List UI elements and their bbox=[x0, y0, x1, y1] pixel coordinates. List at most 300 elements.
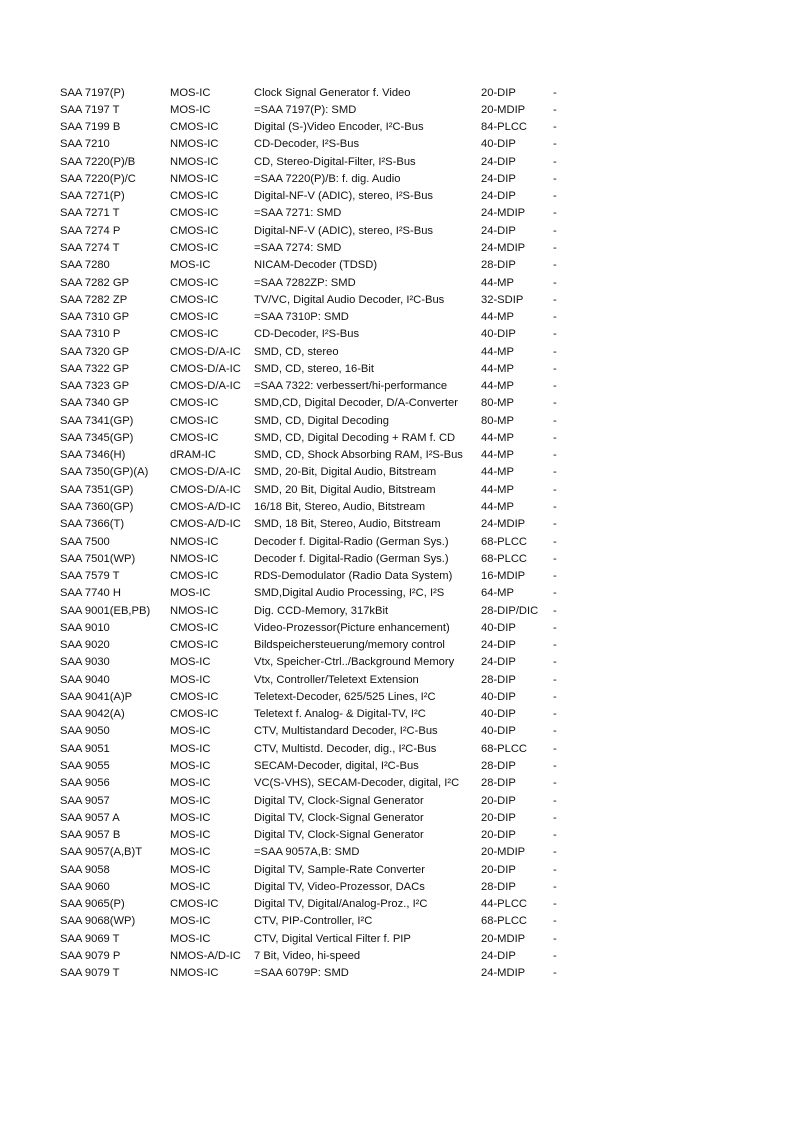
note: - bbox=[553, 811, 557, 824]
table-row bbox=[60, 671, 580, 688]
part-number: SAA 7500 bbox=[60, 535, 110, 548]
table-row bbox=[60, 809, 580, 826]
note: - bbox=[553, 207, 557, 220]
description: CTV, PIP-Controller, I²C bbox=[254, 915, 373, 928]
part-number: SAA 9057 A bbox=[60, 811, 120, 824]
table-row bbox=[60, 360, 580, 377]
ic-type: CMOS-IC bbox=[170, 224, 219, 237]
ic-type: NMOS-IC bbox=[170, 535, 219, 548]
ic-type: MOS-IC bbox=[170, 759, 211, 772]
table-row bbox=[60, 239, 580, 256]
part-number: SAA 7282 GP bbox=[60, 276, 130, 289]
package: 24-DIP bbox=[481, 656, 516, 669]
description: Vtx, Speicher-Ctrl../Background Memory bbox=[254, 656, 455, 669]
table-row bbox=[60, 947, 580, 964]
package: 44-MP bbox=[481, 362, 514, 375]
ic-type: CMOS-IC bbox=[170, 414, 219, 427]
table-row bbox=[60, 878, 580, 895]
description: =SAA 7274: SMD bbox=[254, 242, 342, 255]
part-number: SAA 7271(P) bbox=[60, 190, 125, 203]
table-row bbox=[60, 844, 580, 861]
package: 44-MP bbox=[481, 311, 514, 324]
package: 64-MP bbox=[481, 587, 514, 600]
package: 40-DIP bbox=[481, 138, 516, 151]
note: - bbox=[553, 846, 557, 859]
note: - bbox=[553, 431, 557, 444]
note: - bbox=[553, 759, 557, 772]
note: - bbox=[553, 915, 557, 928]
note: - bbox=[553, 362, 557, 375]
table-row bbox=[60, 567, 580, 584]
table-row bbox=[60, 792, 580, 809]
note: - bbox=[553, 604, 557, 617]
description: =SAA 7282ZP: SMD bbox=[254, 276, 356, 289]
description: Digital (S-)Video Encoder, I²C-Bus bbox=[254, 121, 424, 134]
package: 28-DIP bbox=[481, 259, 516, 272]
note: - bbox=[553, 414, 557, 427]
package: 28-DIP bbox=[481, 880, 516, 893]
note: - bbox=[553, 863, 557, 876]
part-number: SAA 9079 P bbox=[60, 949, 121, 962]
package: 68-PLCC bbox=[481, 552, 528, 565]
part-number: SAA 7322 GP bbox=[60, 362, 130, 375]
table-row bbox=[60, 533, 580, 550]
table-row bbox=[60, 740, 580, 757]
package: 44-MP bbox=[481, 501, 514, 513]
ic-type: CMOS-IC bbox=[170, 397, 219, 410]
part-number: SAA 7310 GP bbox=[60, 311, 130, 324]
note: - bbox=[553, 742, 557, 755]
description: RDS-Demodulator (Radio Data System) bbox=[254, 570, 453, 583]
ic-type: CMOS-D/A-IC bbox=[170, 345, 241, 358]
ic-type: MOS-IC bbox=[170, 587, 211, 600]
package: 40-DIP bbox=[481, 708, 516, 721]
part-number: SAA 7345(GP) bbox=[60, 431, 134, 444]
table-row bbox=[60, 119, 580, 136]
note: - bbox=[553, 656, 557, 669]
package: 44-MP bbox=[481, 380, 514, 393]
table-row bbox=[60, 291, 580, 308]
description: SMD,Digital Audio Processing, I²C, I²S bbox=[254, 587, 445, 600]
table-row bbox=[60, 464, 580, 481]
table-row bbox=[60, 257, 580, 274]
part-number: SAA 7271 T bbox=[60, 207, 120, 220]
description: =SAA 7220(P)/B: f. dig. Audio bbox=[254, 172, 401, 185]
table-row bbox=[60, 861, 580, 878]
package: 84-PLCC bbox=[481, 121, 528, 134]
part-number: SAA 7274 P bbox=[60, 224, 121, 237]
note: - bbox=[553, 829, 557, 842]
description: Digital TV, Clock-Signal Generator bbox=[254, 794, 424, 807]
package: 44-MP bbox=[481, 466, 514, 479]
ic-type: MOS-IC bbox=[170, 915, 211, 928]
part-number: SAA 7199 B bbox=[60, 121, 121, 134]
ic-type: MOS-IC bbox=[170, 259, 211, 272]
note: - bbox=[553, 949, 557, 962]
ic-type: CMOS-IC bbox=[170, 293, 219, 306]
ic-type: CMOS-IC bbox=[170, 276, 219, 289]
package: 24-MDIP bbox=[481, 967, 526, 980]
description: SMD, CD, stereo, 16-Bit bbox=[254, 362, 374, 375]
note: - bbox=[553, 190, 557, 203]
part-number: SAA 7274 T bbox=[60, 242, 120, 255]
package: 28-DIP bbox=[481, 673, 516, 686]
package: 68-PLCC bbox=[481, 742, 528, 755]
package: 24-MDIP bbox=[481, 242, 526, 255]
package: 44-MP bbox=[481, 431, 514, 444]
ic-type: MOS-IC bbox=[170, 932, 211, 945]
part-number: SAA 9040 bbox=[60, 673, 110, 686]
note: - bbox=[553, 293, 557, 306]
note: - bbox=[553, 794, 557, 807]
ic-type: MOS-IC bbox=[170, 829, 211, 842]
note: - bbox=[553, 880, 557, 893]
part-number: SAA 9065(P) bbox=[60, 898, 125, 911]
ic-type: CMOS-IC bbox=[170, 207, 219, 220]
table-row bbox=[60, 395, 580, 412]
description: TV/VC, Digital Audio Decoder, I²C-Bus bbox=[254, 293, 445, 306]
table-row bbox=[60, 481, 580, 498]
description: =SAA 7197(P): SMD bbox=[254, 103, 357, 116]
note: - bbox=[553, 345, 557, 358]
ic-type: CMOS-IC bbox=[170, 639, 219, 652]
package: 44-MP bbox=[481, 449, 514, 462]
part-number: SAA 9079 T bbox=[60, 967, 120, 980]
description: VC(S-VHS), SECAM-Decoder, digital, I²C bbox=[254, 777, 460, 790]
description: SMD, CD, Digital Decoding + RAM f. CD bbox=[254, 431, 456, 444]
description: SECAM-Decoder, digital, I²C-Bus bbox=[254, 759, 419, 772]
part-number: SAA 7579 T bbox=[60, 570, 120, 583]
note: - bbox=[553, 172, 557, 185]
note: - bbox=[553, 483, 557, 496]
note: - bbox=[553, 535, 557, 548]
note: - bbox=[553, 242, 557, 255]
part-number: SAA 7366(T) bbox=[60, 518, 125, 531]
ic-type: CMOS-IC bbox=[170, 242, 219, 255]
part-number: SAA 9057 B bbox=[60, 829, 121, 842]
note: - bbox=[553, 328, 557, 341]
ic-type: CMOS-IC bbox=[170, 431, 219, 444]
note: - bbox=[553, 121, 557, 134]
description: SMD,CD, Digital Decoder, D/A-Converter bbox=[254, 397, 458, 410]
ic-type: CMOS-IC bbox=[170, 621, 219, 634]
ic-type: NMOS-IC bbox=[170, 604, 219, 617]
table-row bbox=[60, 826, 580, 843]
package: 28-DIP/DIC bbox=[481, 604, 539, 617]
package: 20-DIP bbox=[481, 86, 516, 99]
table-row bbox=[60, 447, 580, 464]
table-row bbox=[60, 913, 580, 930]
package: 28-DIP bbox=[481, 777, 516, 790]
part-number: SAA 9051 bbox=[60, 742, 110, 755]
table-row bbox=[60, 965, 580, 982]
ic-type: dRAM-IC bbox=[170, 449, 216, 462]
note: - bbox=[553, 103, 557, 116]
ic-type: MOS-IC bbox=[170, 863, 211, 876]
description: CTV, Digital Vertical Filter f. PIP bbox=[254, 932, 411, 945]
table-row bbox=[60, 222, 580, 239]
description: CTV, Multistd. Decoder, dig., I²C-Bus bbox=[254, 742, 437, 755]
description: Digital TV, Digital/Analog-Proz., I²C bbox=[254, 898, 428, 911]
table-row bbox=[60, 188, 580, 205]
package: 68-PLCC bbox=[481, 915, 528, 928]
ic-type: MOS-IC bbox=[170, 846, 211, 859]
part-number: SAA 7282 ZP bbox=[60, 293, 128, 306]
note: - bbox=[553, 725, 557, 738]
component-table bbox=[60, 84, 580, 982]
table-row bbox=[60, 343, 580, 360]
part-number: SAA 7310 P bbox=[60, 328, 121, 341]
ic-type: CMOS-IC bbox=[170, 121, 219, 134]
note: - bbox=[553, 967, 557, 980]
table-row bbox=[60, 378, 580, 395]
part-number: SAA 9041(A)P bbox=[60, 690, 133, 703]
description: SMD, 20 Bit, Digital Audio, Bitstream bbox=[254, 483, 436, 496]
part-number: SAA 7320 GP bbox=[60, 345, 130, 358]
note: - bbox=[553, 86, 557, 99]
description: 7 Bit, Video, hi-speed bbox=[254, 949, 361, 962]
package: 20-MDIP bbox=[481, 846, 526, 859]
description: Teletext-Decoder, 625/525 Lines, I²C bbox=[254, 690, 436, 703]
ic-type: CMOS-IC bbox=[170, 190, 219, 203]
part-number: SAA 9030 bbox=[60, 656, 110, 669]
ic-type: CMOS-IC bbox=[170, 311, 219, 324]
part-number: SAA 7210 bbox=[60, 138, 110, 151]
table-row bbox=[60, 498, 580, 515]
part-number: SAA 7197(P) bbox=[60, 86, 125, 99]
table-row bbox=[60, 723, 580, 740]
ic-type: MOS-IC bbox=[170, 656, 211, 669]
ic-type: NMOS-IC bbox=[170, 172, 219, 185]
table-row bbox=[60, 619, 580, 636]
ic-type: CMOS-IC bbox=[170, 570, 219, 583]
part-number: SAA 9020 bbox=[60, 639, 110, 652]
package: 16-MDIP bbox=[481, 570, 526, 583]
table-row bbox=[60, 895, 580, 912]
description: CD-Decoder, I²S-Bus bbox=[254, 138, 360, 151]
ic-type: NMOS-IC bbox=[170, 967, 219, 980]
description: CTV, Multistandard Decoder, I²C-Bus bbox=[254, 725, 438, 738]
table-row bbox=[60, 170, 580, 187]
description: =SAA 7322: verbessert/hi-performance bbox=[254, 380, 448, 393]
part-number: SAA 7740 H bbox=[60, 587, 121, 600]
package: 24-DIP bbox=[481, 190, 516, 203]
ic-type: MOS-IC bbox=[170, 811, 211, 824]
ic-type: CMOS-A/D-IC bbox=[170, 518, 241, 531]
ic-type: MOS-IC bbox=[170, 880, 211, 893]
package: 80-MP bbox=[481, 414, 514, 427]
description: SMD, CD, stereo bbox=[254, 345, 339, 358]
note: - bbox=[553, 466, 557, 479]
note: - bbox=[553, 932, 557, 945]
package: 28-DIP bbox=[481, 759, 516, 772]
table-row bbox=[60, 637, 580, 654]
package: 44-MP bbox=[481, 276, 514, 289]
package: 68-PLCC bbox=[481, 535, 528, 548]
ic-type: CMOS-D/A-IC bbox=[170, 483, 241, 496]
part-number: SAA 7220(P)/B bbox=[60, 155, 136, 168]
table-row bbox=[60, 654, 580, 671]
description: CD, Stereo-Digital-Filter, I²S-Bus bbox=[254, 155, 416, 168]
description: =SAA 6079P: SMD bbox=[254, 967, 349, 980]
description: SMD, 18 Bit, Stereo, Audio, Bitstream bbox=[254, 518, 441, 531]
description: =SAA 7310P: SMD bbox=[254, 311, 349, 324]
ic-type: CMOS-IC bbox=[170, 898, 219, 911]
part-number: SAA 9055 bbox=[60, 759, 110, 772]
table-row bbox=[60, 757, 580, 774]
description: SMD, 20-Bit, Digital Audio, Bitstream bbox=[254, 466, 437, 479]
table-row bbox=[60, 101, 580, 118]
ic-type: MOS-IC bbox=[170, 103, 211, 116]
part-number: SAA 9058 bbox=[60, 863, 110, 876]
note: - bbox=[553, 224, 557, 237]
table-row bbox=[60, 516, 580, 533]
description: Digital TV, Sample-Rate Converter bbox=[254, 863, 425, 876]
note: - bbox=[553, 621, 557, 634]
part-number: SAA 7220(P)/C bbox=[60, 172, 136, 185]
package: 44-MP bbox=[481, 483, 514, 496]
part-number: SAA 9060 bbox=[60, 880, 110, 893]
package: 24-DIP bbox=[481, 639, 516, 652]
package: 44-PLCC bbox=[481, 898, 528, 911]
note: - bbox=[553, 380, 557, 393]
description: Vtx, Controller/Teletext Extension bbox=[254, 673, 419, 686]
part-number: SAA 7501(WP) bbox=[60, 552, 136, 565]
description: NICAM-Decoder (TDSD) bbox=[254, 259, 378, 272]
table-row bbox=[60, 308, 580, 325]
package: 44-MP bbox=[481, 345, 514, 358]
ic-type: MOS-IC bbox=[170, 86, 211, 99]
table-row bbox=[60, 205, 580, 222]
note: - bbox=[553, 501, 557, 513]
part-number: SAA 7346(H) bbox=[60, 449, 126, 462]
ic-type: CMOS-IC bbox=[170, 708, 219, 721]
part-number: SAA 7341(GP) bbox=[60, 414, 134, 427]
package: 24-MDIP bbox=[481, 518, 526, 531]
description: Decoder f. Digital-Radio (German Sys.) bbox=[254, 535, 449, 548]
description: CD-Decoder, I²S-Bus bbox=[254, 328, 360, 341]
package: 40-DIP bbox=[481, 328, 516, 341]
part-number: SAA 9050 bbox=[60, 725, 110, 738]
ic-type: MOS-IC bbox=[170, 725, 211, 738]
table-row bbox=[60, 602, 580, 619]
table-row bbox=[60, 550, 580, 567]
part-number: SAA 9001(EB,PB) bbox=[60, 604, 151, 617]
part-number: SAA 9010 bbox=[60, 621, 110, 634]
note: - bbox=[553, 276, 557, 289]
part-number: SAA 7360(GP) bbox=[60, 501, 134, 513]
description: Video-Prozessor(Picture enhancement) bbox=[254, 621, 450, 634]
note: - bbox=[553, 259, 557, 272]
note: - bbox=[553, 570, 557, 583]
note: - bbox=[553, 552, 557, 565]
package: 24-DIP bbox=[481, 155, 516, 168]
part-number: SAA 9068(WP) bbox=[60, 915, 136, 928]
note: - bbox=[553, 449, 557, 462]
description: Clock Signal Generator f. Video bbox=[254, 86, 411, 99]
note: - bbox=[553, 138, 557, 151]
ic-type: CMOS-D/A-IC bbox=[170, 466, 241, 479]
package: 20-DIP bbox=[481, 863, 516, 876]
ic-type: NMOS-IC bbox=[170, 155, 219, 168]
table-row bbox=[60, 326, 580, 343]
ic-type: MOS-IC bbox=[170, 777, 211, 790]
table-row bbox=[60, 84, 580, 101]
package: 24-DIP bbox=[481, 224, 516, 237]
package: 20-MDIP bbox=[481, 103, 526, 116]
package: 20-DIP bbox=[481, 794, 516, 807]
description: SMD, CD, Digital Decoding bbox=[254, 414, 389, 427]
description: Bildspeichersteuerung/memory control bbox=[254, 639, 445, 652]
description: =SAA 9057A,B: SMD bbox=[254, 846, 360, 859]
part-number: SAA 7350(GP)(A) bbox=[60, 466, 149, 479]
package: 40-DIP bbox=[481, 621, 516, 634]
package: 40-DIP bbox=[481, 725, 516, 738]
package: 40-DIP bbox=[481, 690, 516, 703]
note: - bbox=[553, 708, 557, 721]
ic-type: MOS-IC bbox=[170, 794, 211, 807]
description: SMD, CD, Shock Absorbing RAM, I²S-Bus bbox=[254, 449, 463, 462]
note: - bbox=[553, 690, 557, 703]
note: - bbox=[553, 155, 557, 168]
table-row bbox=[60, 412, 580, 429]
note: - bbox=[553, 397, 557, 410]
package: 24-MDIP bbox=[481, 207, 526, 220]
table-row bbox=[60, 153, 580, 170]
part-number: SAA 9042(A) bbox=[60, 708, 125, 721]
description: Digital-NF-V (ADIC), stereo, I²S-Bus bbox=[254, 190, 434, 203]
ic-type: NMOS-IC bbox=[170, 552, 219, 565]
package: 32-SDIP bbox=[481, 293, 524, 306]
ic-type: NMOS-A/D-IC bbox=[170, 949, 241, 962]
table-row bbox=[60, 688, 580, 705]
part-number: SAA 9069 T bbox=[60, 932, 120, 945]
note: - bbox=[553, 639, 557, 652]
description: Digital-NF-V (ADIC), stereo, I²S-Bus bbox=[254, 224, 434, 237]
ic-type: MOS-IC bbox=[170, 673, 211, 686]
table-row bbox=[60, 274, 580, 291]
ic-type: CMOS-IC bbox=[170, 690, 219, 703]
table-row bbox=[60, 930, 580, 947]
part-number: SAA 9057(A,B)T bbox=[60, 846, 143, 859]
note: - bbox=[553, 898, 557, 911]
table-row bbox=[60, 585, 580, 602]
note: - bbox=[553, 518, 557, 531]
description: Digital TV, Video-Prozessor, DACs bbox=[254, 880, 425, 893]
package: 20-DIP bbox=[481, 829, 516, 842]
description: Digital TV, Clock-Signal Generator bbox=[254, 811, 424, 824]
table-row bbox=[60, 775, 580, 792]
package: 20-MDIP bbox=[481, 932, 526, 945]
package: 80-MP bbox=[481, 397, 514, 410]
table-row bbox=[60, 136, 580, 153]
note: - bbox=[553, 587, 557, 600]
description: Teletext f. Analog- & Digital-TV, I²C bbox=[254, 708, 426, 721]
part-number: SAA 7351(GP) bbox=[60, 483, 134, 496]
ic-type: CMOS-IC bbox=[170, 328, 219, 341]
part-number: SAA 9056 bbox=[60, 777, 110, 790]
description: Decoder f. Digital-Radio (German Sys.) bbox=[254, 552, 449, 565]
part-number: SAA 7280 bbox=[60, 259, 110, 272]
note: - bbox=[553, 777, 557, 790]
package: 20-DIP bbox=[481, 811, 516, 824]
ic-type: CMOS-D/A-IC bbox=[170, 380, 241, 393]
description: =SAA 7271: SMD bbox=[254, 207, 342, 220]
ic-type: CMOS-D/A-IC bbox=[170, 362, 241, 375]
package: 24-DIP bbox=[481, 172, 516, 185]
part-number: SAA 7340 GP bbox=[60, 397, 130, 410]
part-number: SAA 7197 T bbox=[60, 103, 120, 116]
